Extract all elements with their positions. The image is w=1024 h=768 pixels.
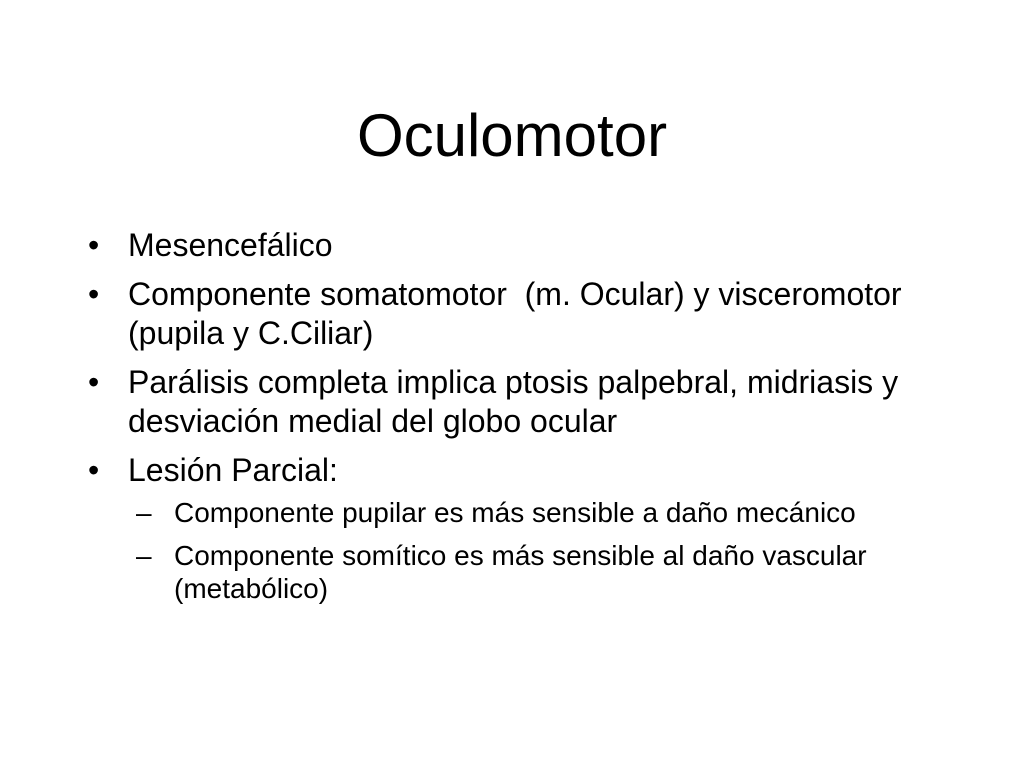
sub-bullet-item [136,539,968,605]
bullet-item [88,363,968,441]
bullet-text: Lesión Parcial: [128,452,338,488]
sub-bullet-list [128,496,968,605]
bullet-text: Mesencefálico [128,227,333,263]
sub-bullet-text: Componente somítico es más sensible al daño vascular (metabólico) [174,540,867,604]
bullet-item [88,226,968,265]
bullet-marker: • [88,452,100,488]
bullet-item [88,451,968,605]
sub-bullet-item [136,496,968,529]
dash-marker: – [136,540,152,571]
bullet-marker: • [88,276,100,312]
bullet-item [88,275,968,353]
bullet-text: Componente somatomotor (m. Ocular) y visceromotor (pupila y C.Ciliar) [128,276,911,351]
slide-title: Oculomotor [356,102,668,169]
bullet-list [88,226,968,615]
dash-marker: – [136,497,152,528]
bullet-marker: • [88,364,100,400]
bullet-marker: • [88,227,100,263]
bullet-text: Parálisis completa implica ptosis palpebral, midriasis y desviación medial del globo ocular [128,364,899,439]
sub-bullet-text: Componente pupilar es más sensible a daño mecánico [174,497,856,528]
